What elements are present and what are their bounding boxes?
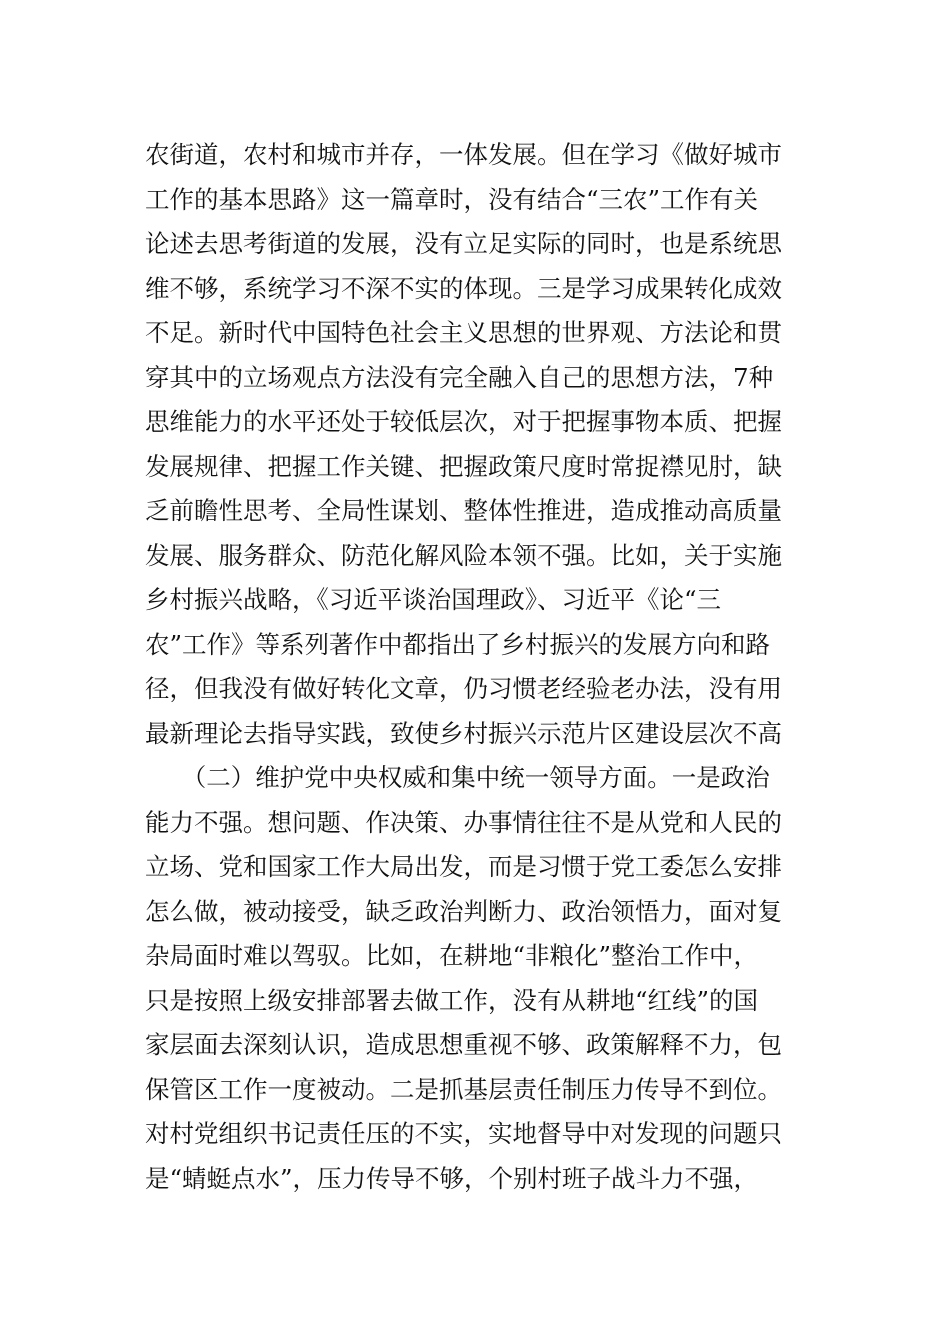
text-line: 维不够，系统学习不深不实的体现。三是学习成果转化成效 xyxy=(145,273,782,303)
text-line: 是“蜻蜓点水”，压力传导不够，个别村班子战斗力不强， xyxy=(145,1163,759,1193)
text-line: 最新理论去指导实践，致使乡村振兴示范片区建设层次不高 xyxy=(145,718,782,748)
section-heading-line: （二）维护党中央权威和集中统一领导方面。一是政治 xyxy=(145,763,770,792)
text-line: 家层面去深刻认识，造成思想重视不够、政策解释不力，包 xyxy=(145,1030,782,1059)
text-line: 论述去思考街道的发展，没有立足实际的同时，也是系统思 xyxy=(145,229,782,258)
text-line: 乏前瞻性思考、全局性谋划、整体性推进，造成推动高质量 xyxy=(145,496,782,525)
text-line: 思维能力的水平还处于较低层次，对于把握事物本质、把握 xyxy=(145,407,782,436)
text-line: 怎么做，被动接受，缺乏政治判断力、政治领悟力，面对复 xyxy=(145,896,782,926)
text-line: 立场、党和国家工作大局出发，而是习惯于党工委怎么安排 xyxy=(145,852,782,881)
text-line: 发展规律、把握工作关键、把握政策尺度时常捉襟见肘，缺 xyxy=(145,451,782,481)
text-line: 能力不强。想问题、作决策、办事情往往不是从党和人民的 xyxy=(145,807,782,837)
text-line: 发展、服务群众、防范化解风险本领不强。比如，关于实施 xyxy=(145,540,782,570)
text-line: 对村党组织书记责任压的不实，实地督导中对发现的问题只 xyxy=(145,1119,782,1148)
text-line: 不足。新时代中国特色社会主义思想的世界观、方法论和贯 xyxy=(145,318,782,347)
text-line: 只是按照上级安排部署去做工作，没有从耕地“红线”的国 xyxy=(145,985,759,1015)
text-line: 径，但我没有做好转化文章，仍习惯老经验老办法，没有用 xyxy=(145,674,782,703)
text-line: 工作的基本思路》这一篇章时，没有结合“三农”工作有关 xyxy=(145,184,759,214)
text-line: 穿其中的立场观点方法没有完全融入自己的思想方法，7种 xyxy=(145,362,774,392)
body-text xyxy=(145,133,815,1201)
text-line: 保管区工作一度被动。二是抓基层责任制压力传导不到位。 xyxy=(145,1074,782,1104)
text-line: 杂局面时难以驾驭。比如，在耕地“非粮化”整治工作中， xyxy=(145,941,759,970)
text-line: 农”工作》等系列著作中都指出了乡村振兴的发展方向和路 xyxy=(145,629,771,659)
text-line: 农街道，农村和城市并存，一体发展。但在学习《做好城市 xyxy=(145,140,782,169)
text-line: 乡村振兴战略，《习近平谈治国理政》、习近平《论“三 xyxy=(145,585,722,614)
